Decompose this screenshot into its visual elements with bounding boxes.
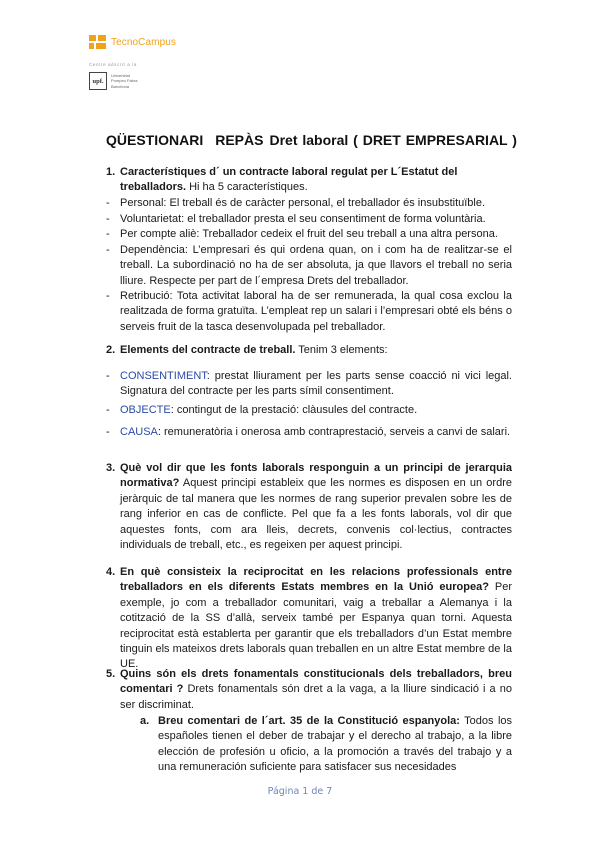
list-item: CONSENTIMENT: prestat lliurament per les parts sense coacció ni vici legal. Signatura del contracte per les parts símil consentiment.: [120, 370, 512, 398]
question-5: Quins són els drets fonamentals constitucionals dels treballadors, breu comentari ? Drets fonamentals són dret a la vaga, a la lliure sindicació i a no ser discriminat.: [120, 668, 512, 711]
document-title: QÜESTIONARI REPÀS Dret laboral ( DRET EMPRESARIAL ): [106, 132, 517, 148]
list-item: Voluntarietat: el treballador presta el seu consentiment de forma voluntària.: [120, 213, 486, 225]
question-3: Què vol dir que les fonts laborals responguin a un principi de jerarquia normativa? Aquest principi estableix que les normes es disposen en un ordre jeràrquic de tal manera que les normes de rang superior prevalen sobre les de rang inferior en cas de conflicte. Pel que fa a les fonts laborals, vol dir que aquestes fonts, com ara lleis, decrets, convenis col·lectius, contractes individuals de treball, etc., es regeixen per aquest principi.: [120, 462, 512, 552]
list-item: Personal: El treball és de caràcter personal, el treballador és insubstituïble.: [120, 197, 486, 209]
question-number: 4.: [106, 566, 116, 578]
question-1: Característiques d´ un contracte laboral regulat per L´Estatut del treballadors. Hi ha 5 característiques.: [120, 166, 458, 194]
question-number: 3.: [106, 462, 116, 474]
document-page: TecnoCampus Centre adscrit a la upf. Universitat Pompeu Fabra Barcelona QÜESTIONARI REPÀS Dret laboral ( DRET EMPRESARIAL ) 1. Característiques d´ un contracte laboral regulat per L´Estatut del treballadors. Hi ha 5 característiques. - Personal: El treball és de caràcter personal, el treballador és insubstituïble. - Voluntarietat: el treballador presta el seu consentiment de forma voluntària. - Per compte aliè: Treballador cedeix el fruit del seu treball a una altra persona. - Dependència: L’empresari és qui ordena quan, on i com ha de realitzar-se el treball. La subordinació no ha de ser absoluta, ja que llavors el treball no seria lliure. Respecte per part de l´empresa Drets del treballador. - Retribució: Tota activitat laboral ha de ser remunerada, la qual cosa exclou la realitzada de forma gratuïta. L’empleat rep un salari i l’empresari obté els béns o serveis fruit de la tasca desenvolupada pel treballador. 2. Elements del contracte de treball. Tenim 3 elements: - CONSENTIMENT: prestat lliurament per les parts sense coacció ni vici legal. Signatura del contracte per les parts símil consentiment. - OBJECTE: contingut de la prestació: clàusules del contracte. - CAUSA: remuneratòria i onerosa amb contraprestació, serveis a canvi de salari. 3. Què vol dir que les fonts laborals responguin a un principi de jerarquia normativa? Aquest principi estableix que les normes es disposen en un ordre jeràrquic de tal manera que les normes de rang superior prevalen sobre les de rang inferior en cas de conflicte. Pel que fa a les fonts laborals, vol dir que aquestes fonts, com ara lleis, decrets, convenis col·lectius, contractes individuals de treball, etc., es regeixen per aquest principi. 4. En què consisteix la reciprocitat en les relacions professionals entre treballadors en els diferents Estats membres en la Unió europea? Per exemple, jo com a treballador comunitari, vaig a treballar a Alemanya i la cotització de la SS d’allà, serveix també per Espanya quan torni. Aquesta reciprocitat està establerta per garantir que els treballadors d’un Estat membre tinguin els mateixos drets laborals quan treballen en un altre Estat membre de la UE. 5. Quins són els drets fonamentals constitucionals dels treballadors, breu comentari ? Drets fonamentals són dret a la vaga, a la lliure sindicació i a no ser discriminat. a. Breu comentari de l´art. 35 de la Constitució espanyola: Todos los españoles tienen el deber de trabajar y el derecho al trabajo, a la libre elección de profesión u oficio, a la promoción a través del trabajo y a una remuneración suficiente para satisfacer sus necesidades Página 1 de 7: [0, 0, 600, 848]
list-item: Per compte aliè: Treballador cedeix el fruit del seu treball a una altra persona.: [120, 228, 498, 240]
page-number: Página 1 de 7: [267, 786, 333, 797]
upf-logo: [89, 72, 137, 90]
question-number: 1.: [106, 166, 116, 178]
question-2: Elements del contracte de treball. Tenim 3 elements:: [120, 344, 388, 356]
question-number: 5.: [106, 668, 116, 680]
sub-question-letter: a.: [140, 715, 150, 727]
list-item: CAUSA: remuneratòria i onerosa amb contraprestació, serveis a canvi de salari.: [120, 426, 511, 438]
question-number: 2.: [106, 344, 116, 356]
list-item: Dependència: L’empresari és qui ordena quan, on i com ha de realitzar-se el treball. La subordinació no ha de ser absoluta, ja que llavors el treball no seria lliure. Respecte per part de l´empresa Drets del treballador.: [120, 244, 512, 287]
sub-question-a: Breu comentari de l´art. 35 de la Constitució espanyola: Todos los españoles tienen el deber de trabajar y el derecho al trabajo, a la libre elección de profesión u oficio, a la promoción a través del trabajo y a una remuneración suficiente para satisfacer sus necesidades: [158, 715, 513, 774]
tecnocampus-logo-icon: [89, 35, 106, 49]
question-4: En què consisteix la reciprocitat en les relacions professionals entre treballadors en els diferents Estats membres en la Unió europea? Per exemple, jo com a treballador comunitari, vaig a treballar a Alemanya i la cotització de la SS d’allà, serveix també per Espanya quan torni. Aquesta reciprocitat està establerta per garantir que els treballadors d’un Estat membre tinguin els mateixos drets laborals quan treballen en un altre Estat membre de la UE.: [120, 566, 512, 671]
brand-name: TecnoCampus: [111, 36, 177, 48]
upf-name: Universitat Pompeu Fabra Barcelona: [111, 72, 138, 89]
list-item: OBJECTE: contingut de la prestació: clàusules del contracte.: [120, 404, 418, 416]
upf-mark: upf.: [89, 72, 107, 90]
brand-subtitle: Centre adscrit a la: [89, 62, 137, 67]
tecnocampus-logo: [89, 35, 176, 49]
list-item: Retribució: Tota activitat laboral ha de ser remunerada, la qual cosa exclou la realitzada de forma gratuïta. L’empleat rep un salari i l’empresari obté els béns o serveis fruit de la tasca desenvolupada pel treballador.: [120, 290, 512, 333]
